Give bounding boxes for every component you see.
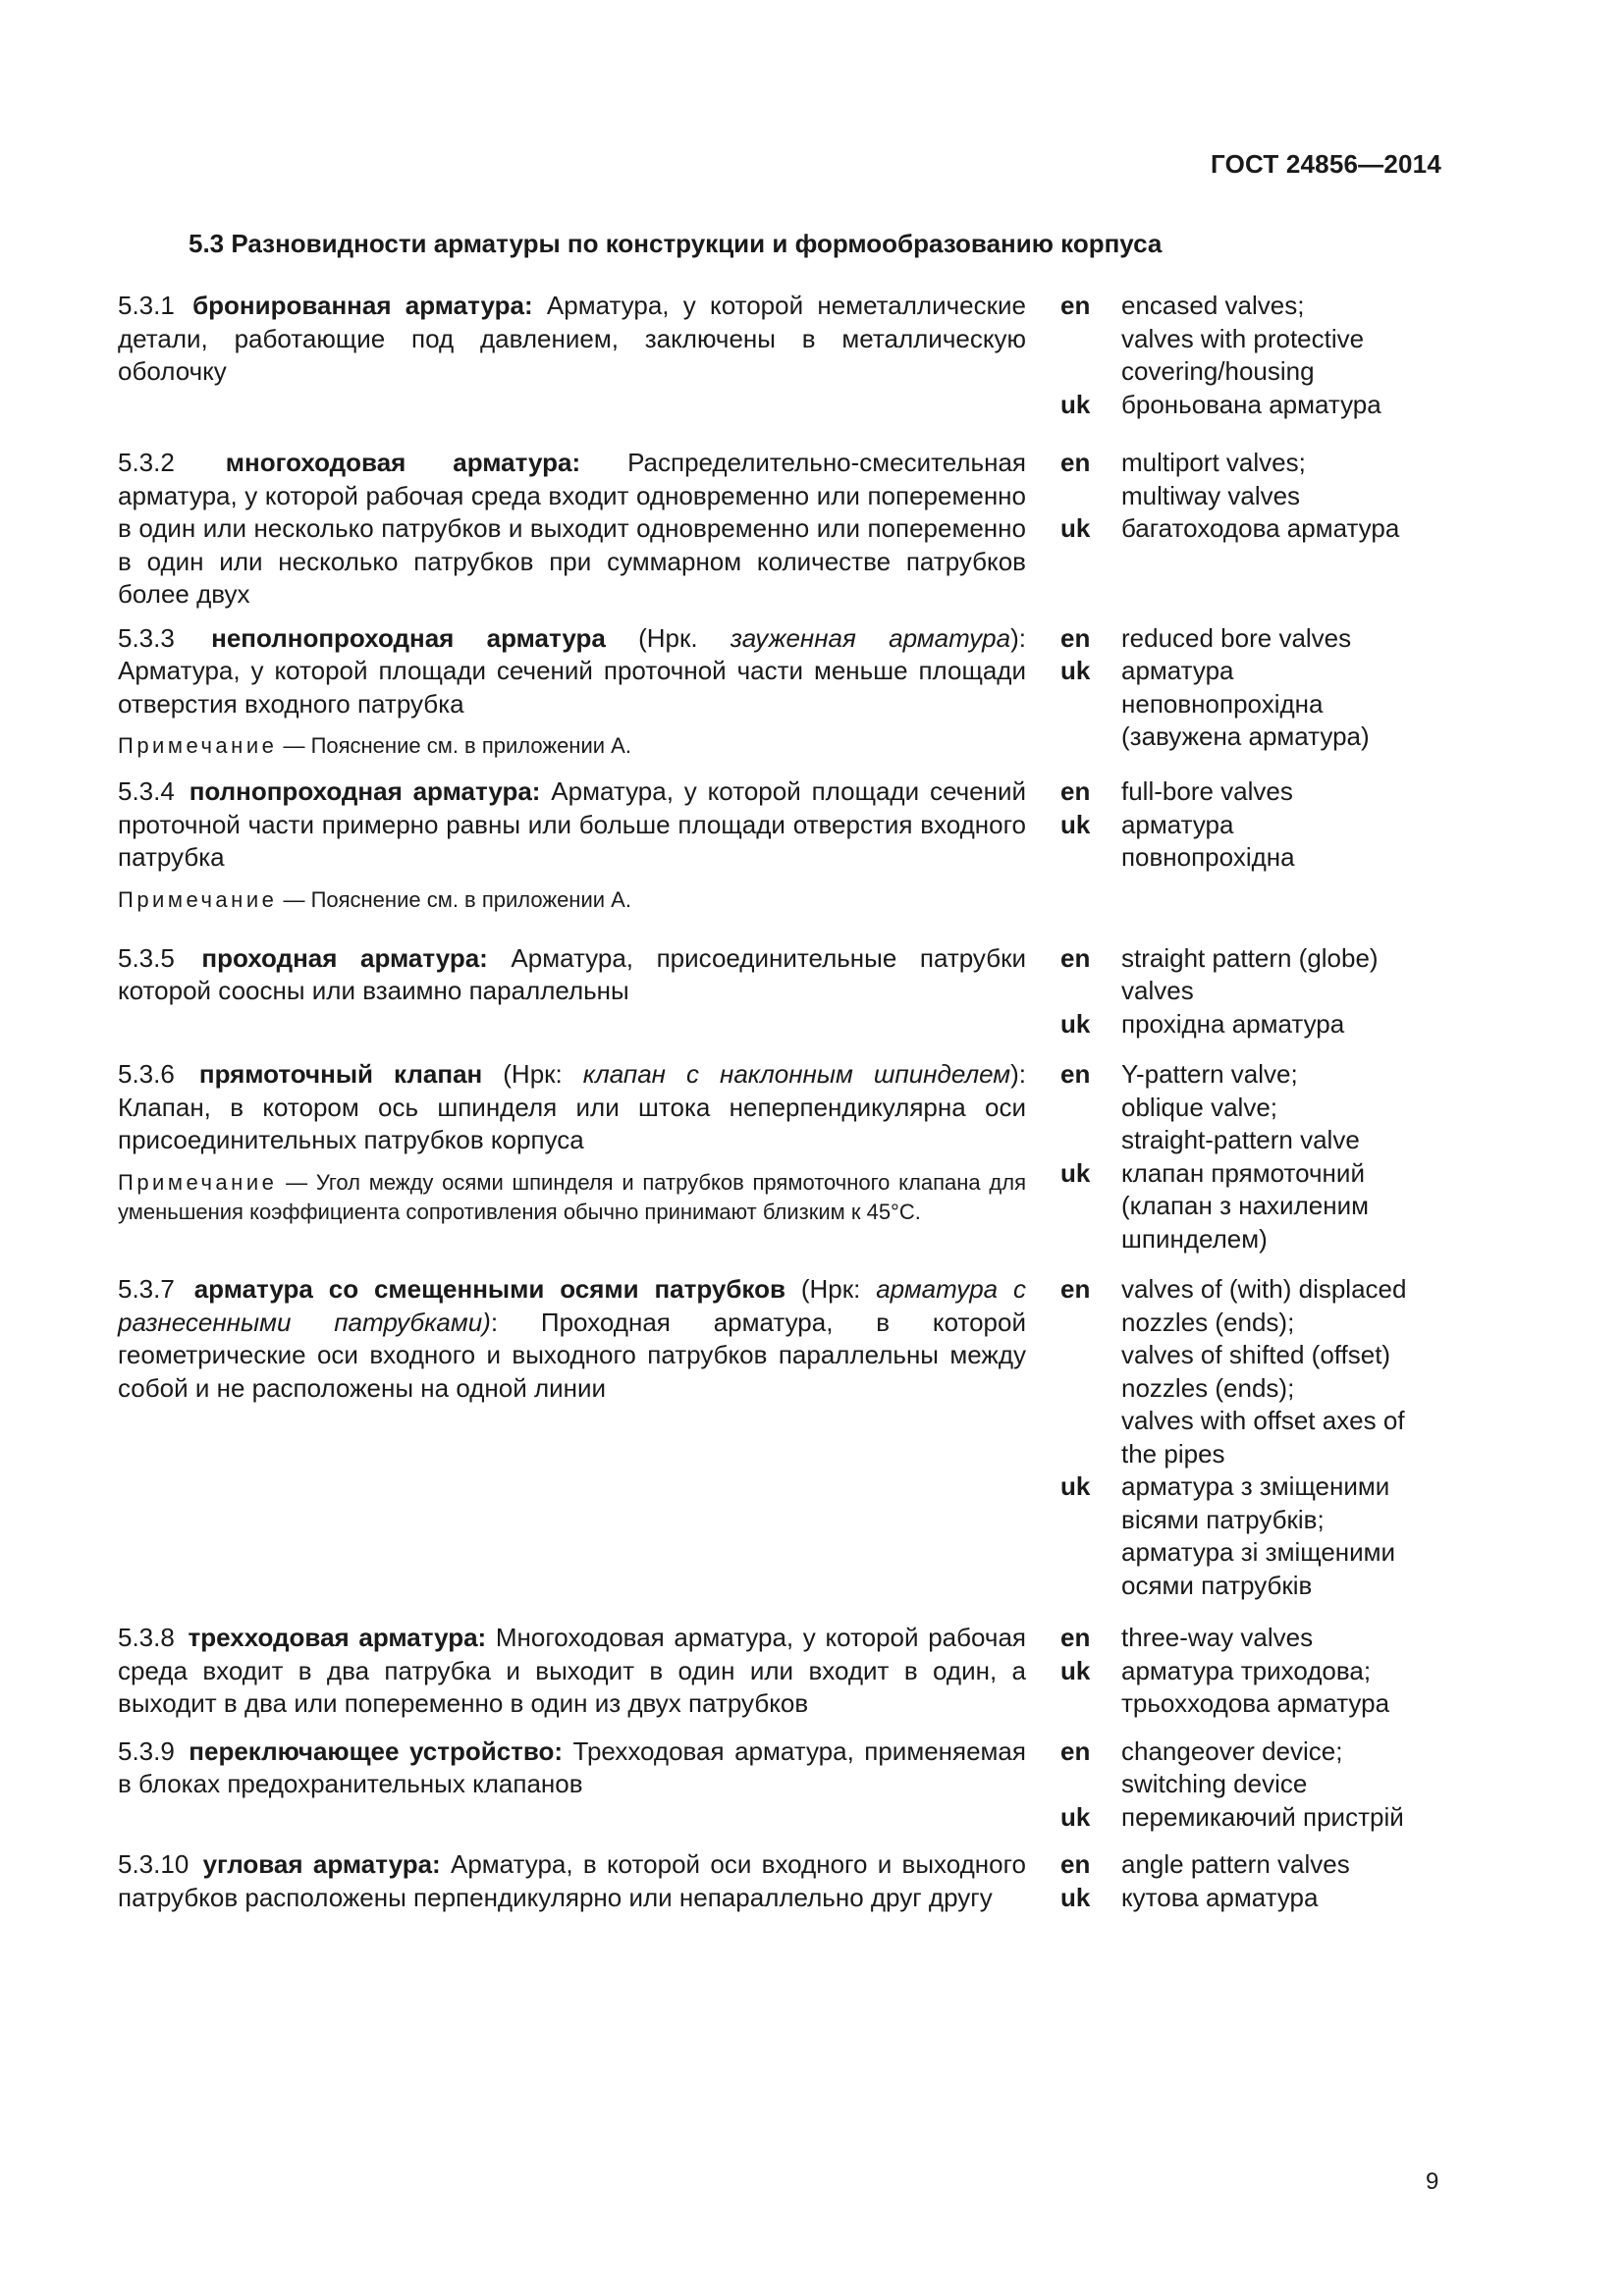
uk-equivalent-lang <box>1060 1504 1121 1537</box>
en-equivalent-text: valves of (with) displaced <box>1121 1274 1407 1304</box>
term-number: 5.3.1 <box>118 291 175 320</box>
en-equivalent-text: angle pattern valves <box>1121 1849 1350 1879</box>
en-equivalent-lang <box>1060 1372 1121 1406</box>
term-name: многоходовая арматура: <box>225 448 581 477</box>
uk-equivalent-text: трьохходова арматура <box>1121 1688 1390 1718</box>
uk-equivalent-text: кутова арматура <box>1121 1882 1319 1912</box>
en-equivalent <box>1060 1768 1414 1801</box>
uk-equivalent-text: неповнопрохідна <box>1121 688 1324 719</box>
uk-equivalent-text: осями патрубків <box>1121 1570 1313 1600</box>
term-entry <box>118 290 1434 421</box>
term-paragraph <box>118 942 1026 1008</box>
en-equivalent <box>1060 447 1414 480</box>
definition-text: : Проходная арматура, в которой геометрические оси входного и выходного патрубков параллельны между собой и не расположены на одной линии <box>118 1307 1026 1403</box>
term-definition <box>118 942 1026 1041</box>
en-equivalent-text: encased valves; <box>1121 291 1305 320</box>
uk-equivalent-text <box>1121 1223 1268 1256</box>
en-equivalent-lang: en <box>1060 1735 1091 1766</box>
en-equivalent-text: valves of shifted (offset) <box>1121 1340 1391 1369</box>
uk-equivalent-lang: uk <box>1060 1882 1091 1912</box>
en-equivalent-text: full-bore valves <box>1121 776 1293 806</box>
term-equivalents <box>1060 1735 1414 1835</box>
uk-equivalent-lang: uk <box>1060 1471 1091 1501</box>
en-equivalent-text: reduced bore valves <box>1121 622 1352 653</box>
uk-equivalent <box>1060 1008 1414 1041</box>
en-equivalent <box>1060 1058 1414 1092</box>
uk-deprecated: шпинделем <box>1121 1223 1260 1254</box>
term-entry <box>118 1622 1434 1721</box>
term-paragraph <box>118 775 1026 875</box>
note-text: — Пояснение см. в приложении А. <box>277 886 631 912</box>
uk-equivalent-lang <box>1060 1570 1121 1603</box>
nrk-prefix: (Нрк: <box>482 1059 583 1089</box>
en-equivalent-text: covering/housing <box>1121 356 1315 386</box>
page-number: 9 <box>1426 2168 1439 2195</box>
section-title: 5.3 Разновидности арматуры по конструкции и формообразованию корпуса <box>189 229 1163 258</box>
en-equivalent <box>1060 775 1414 809</box>
term-note <box>118 1168 1026 1227</box>
uk-equivalent <box>1060 1190 1414 1223</box>
term-equivalents <box>1060 1058 1414 1255</box>
en-equivalent-text: multiway valves <box>1121 480 1301 510</box>
en-equivalent-lang: en <box>1060 1274 1091 1304</box>
en-equivalent-lang <box>1060 1438 1121 1471</box>
uk-equivalent <box>1060 512 1414 546</box>
term-name: арматура со смещенными осями патрубков <box>193 1274 785 1304</box>
en-equivalent-lang <box>1060 355 1121 389</box>
uk-equivalent-text: арматура <box>1121 656 1234 685</box>
term-paragraph <box>118 447 1026 612</box>
en-equivalent-text: Y-pattern valve; <box>1121 1059 1298 1089</box>
en-equivalent <box>1060 1438 1414 1471</box>
uk-equivalent-lang: uk <box>1060 1801 1091 1832</box>
en-equivalent-lang: en <box>1060 622 1091 653</box>
term-definition <box>118 622 1026 762</box>
term-entry <box>118 1735 1434 1835</box>
term-note <box>118 885 1026 915</box>
en-equivalent <box>1060 355 1414 389</box>
en-equivalent <box>1060 1124 1414 1157</box>
en-equivalent-text: straight-pattern valve <box>1121 1125 1360 1154</box>
uk-deprecated: завужена арматура <box>1129 721 1361 751</box>
en-equivalent <box>1060 1339 1414 1372</box>
uk-equivalent <box>1060 1504 1414 1537</box>
uk-equivalent-text <box>1121 721 1370 754</box>
en-equivalent-text: multiport valves; <box>1121 448 1306 477</box>
en-equivalent <box>1060 1372 1414 1406</box>
term-name: неполнопроходная арматура <box>211 622 606 653</box>
uk-equivalent-lang <box>1060 1190 1121 1223</box>
uk-equivalent-text: броньована арматура <box>1121 389 1381 419</box>
uk-equivalent-lang: uk <box>1060 656 1091 685</box>
en-equivalent <box>1060 1273 1414 1307</box>
en-equivalent <box>1060 323 1414 356</box>
document-id: ГОСТ 24856—2014 <box>1211 149 1441 179</box>
uk-equivalent <box>1060 688 1414 721</box>
term-number: 5.3.7 <box>118 1274 175 1304</box>
term-definition <box>118 447 1026 612</box>
en-equivalent <box>1060 1622 1414 1655</box>
en-equivalent-text: nozzles (ends); <box>1121 1372 1295 1403</box>
uk-equivalent-lang: uk <box>1060 1008 1091 1039</box>
uk-equivalent-text: багатоходова арматура <box>1121 513 1400 543</box>
term-name: трехходовая арматура: <box>188 1623 487 1652</box>
en-equivalent-text: switching device <box>1121 1769 1308 1798</box>
term-number: 5.3.8 <box>118 1623 175 1652</box>
term-paragraph <box>118 1273 1026 1405</box>
paren: ( <box>1121 721 1130 751</box>
uk-equivalent <box>1060 1687 1414 1721</box>
uk-equivalent <box>1060 1157 1414 1191</box>
uk-equivalent-text: арматура з зміщеними <box>1121 1471 1390 1501</box>
term-entry <box>118 622 1434 762</box>
uk-equivalent-lang: uk <box>1060 1655 1091 1685</box>
en-equivalent-text: three-way valves <box>1121 1623 1314 1652</box>
term-equivalents <box>1060 1848 1414 1914</box>
en-equivalent-text: valves with protective <box>1121 323 1365 353</box>
en-equivalent-text: straight pattern (globe) <box>1121 942 1379 973</box>
definition-text: Трехходовая арматура, применяемая в блоках предохранительных клапанов <box>118 1735 1026 1798</box>
uk-equivalent-lang <box>1060 1223 1121 1256</box>
en-equivalent-text: valves with offset axes of <box>1121 1406 1405 1435</box>
term-number: 5.3.6 <box>118 1059 175 1089</box>
term-equivalents <box>1060 290 1414 421</box>
en-equivalent-lang <box>1060 1092 1121 1125</box>
uk-deprecated: клапан з нахиленим <box>1129 1191 1369 1220</box>
term-entry <box>118 447 1434 612</box>
uk-equivalent <box>1060 1536 1414 1570</box>
en-equivalent-text: changeover device; <box>1121 1735 1343 1766</box>
term-name: угловая арматура: <box>202 1849 441 1879</box>
uk-equivalent-lang: uk <box>1060 809 1091 839</box>
en-equivalent-lang <box>1060 1307 1121 1340</box>
definition-text: Многоходовая арматура, у которой рабочая среда входит в два патрубка и выходит в один или входит в один, а выходит в два или попеременно в один из двух патрубков <box>118 1623 1026 1718</box>
term-equivalents <box>1060 622 1414 762</box>
term-definition <box>118 1058 1026 1255</box>
definition-text: Арматура, у которой неметаллические детали, работающие под давлением, заключены в металлическую оболочку <box>118 291 1026 386</box>
en-equivalent <box>1060 480 1414 513</box>
uk-equivalent <box>1060 1801 1414 1835</box>
uk-equivalent-lang <box>1060 1536 1121 1570</box>
term-name: проходная арматура: <box>201 942 488 973</box>
term-definition <box>118 775 1026 915</box>
paren: ) <box>1259 1223 1268 1254</box>
definition-text: ): Арматура, у которой площади сечений проточной части меньше площади отверстия входного патрубка <box>118 622 1026 719</box>
definition-text: Распределительно-смесительная арматура, у которой рабочая среда входит одновременно или попеременно в один или несколько патрубков и выходит одновременно или попеременно в один или несколько патрубков при суммарном количестве патрубков более двух <box>118 448 1026 609</box>
paren: ) <box>1361 721 1370 751</box>
en-equivalent-lang: en <box>1060 1623 1091 1652</box>
uk-equivalent <box>1060 721 1414 754</box>
term-number: 5.3.4 <box>118 776 175 806</box>
term-definition <box>118 1848 1026 1914</box>
term-entry <box>118 942 1434 1041</box>
deprecated-term: зауженная арматура <box>730 622 1011 653</box>
uk-equivalent-lang <box>1060 721 1121 754</box>
en-equivalent-lang <box>1060 975 1121 1008</box>
term-equivalents <box>1060 1622 1414 1721</box>
uk-equivalent-lang <box>1060 688 1121 721</box>
uk-equivalent-text: клапан прямоточний <box>1121 1157 1365 1188</box>
definition-text: Арматура, присоединительные патрубки которой соосны или взаимно параллельны <box>118 942 1026 1005</box>
uk-equivalent-lang: uk <box>1060 389 1091 419</box>
definition-text: ): Клапан, в котором ось шпинделя или штока неперпендикулярна оси присоединительных патрубков корпуса <box>118 1059 1026 1154</box>
terms-list <box>118 290 1434 1914</box>
en-equivalent-text: nozzles (ends); <box>1121 1307 1295 1337</box>
uk-equivalent-text: арматура триходова; <box>1121 1655 1372 1685</box>
en-equivalent-lang: en <box>1060 1059 1091 1089</box>
term-number: 5.3.5 <box>118 942 175 973</box>
en-equivalent <box>1060 942 1414 976</box>
term-entry <box>118 775 1434 915</box>
en-equivalent-lang <box>1060 480 1121 513</box>
uk-equivalent <box>1060 655 1414 688</box>
term-name: переключающее устройство: <box>189 1735 564 1766</box>
en-equivalent-lang: en <box>1060 291 1091 320</box>
nrk-prefix: (Нрк. <box>605 622 731 653</box>
term-paragraph <box>118 1735 1026 1801</box>
deprecated-term: арматура с разнесенными патрубками) <box>118 1274 1026 1337</box>
nrk-prefix: (Нрк: <box>785 1274 877 1304</box>
en-equivalent-text: valves <box>1121 976 1194 1005</box>
en-equivalent <box>1060 1405 1414 1438</box>
en-equivalent-text: oblique valve; <box>1121 1092 1277 1122</box>
uk-equivalent <box>1060 1882 1414 1915</box>
term-equivalents <box>1060 942 1414 1041</box>
en-equivalent-lang: en <box>1060 448 1091 477</box>
term-name: полнопроходная арматура: <box>189 776 541 806</box>
en-equivalent <box>1060 1092 1414 1125</box>
term-note <box>118 731 1026 761</box>
en-equivalent-lang <box>1060 323 1121 356</box>
term-name: прямоточный клапан <box>198 1059 483 1089</box>
uk-equivalent <box>1060 1655 1414 1688</box>
term-number: 5.3.3 <box>118 622 175 653</box>
uk-equivalent-lang: uk <box>1060 513 1091 543</box>
term-definition <box>118 290 1026 421</box>
term-equivalents <box>1060 447 1414 612</box>
note-text: — Угол между осями шпинделя и патрубков прямоточного клапана для уменьшения коэффициента сопротивления обычно принимают близким к 45°С. <box>118 1169 1026 1224</box>
term-number: 5.3.10 <box>118 1849 189 1879</box>
uk-equivalent-text: прохідна арматура <box>1121 1008 1345 1039</box>
en-equivalent <box>1060 1735 1414 1769</box>
term-definition <box>118 1735 1026 1835</box>
term-paragraph <box>118 290 1026 389</box>
en-equivalent-lang: en <box>1060 942 1091 973</box>
uk-equivalent-lang <box>1060 1687 1121 1721</box>
note-label: Примечание <box>118 886 278 912</box>
note-text: — Пояснение см. в приложении А. <box>277 733 631 758</box>
note-label: Примечание <box>118 733 278 758</box>
uk-equivalent-lang: uk <box>1060 1157 1091 1188</box>
en-equivalent <box>1060 975 1414 1008</box>
uk-equivalent-text: арматура повнопрохідна <box>1120 809 1295 872</box>
term-entry <box>118 1058 1434 1255</box>
definition-text: Арматура, в которой оси входного и выходного патрубков расположены перпендикулярно или непараллельно друг другу <box>118 1849 1026 1912</box>
en-equivalent-text: the pipes <box>1121 1438 1225 1468</box>
uk-equivalent <box>1060 1470 1414 1504</box>
uk-equivalent <box>1060 1570 1414 1603</box>
en-equivalent-lang: en <box>1060 1849 1091 1879</box>
uk-equivalent-text <box>1121 1190 1369 1223</box>
en-equivalent-lang: en <box>1060 776 1091 806</box>
term-number: 5.3.9 <box>118 1735 175 1766</box>
deprecated-term: клапан с наклонным шпинделем <box>582 1059 1011 1089</box>
term-definition <box>118 1622 1026 1721</box>
uk-equivalent-text: перемикаючий пристрій <box>1121 1801 1404 1832</box>
term-equivalents <box>1060 1273 1414 1602</box>
term-name: бронированная арматура: <box>192 291 533 320</box>
en-equivalent <box>1060 1848 1414 1882</box>
paren: ( <box>1121 1191 1130 1220</box>
term-number: 5.3.2 <box>118 448 175 477</box>
en-equivalent-lang <box>1060 1124 1121 1157</box>
note-label: Примечание <box>118 1169 278 1195</box>
en-equivalent <box>1060 622 1414 656</box>
uk-equivalent-text: арматура зі зміщеними <box>1121 1537 1396 1567</box>
en-equivalent <box>1060 290 1414 323</box>
en-equivalent <box>1060 1307 1414 1340</box>
uk-equivalent <box>1060 1223 1414 1256</box>
term-paragraph <box>118 1058 1026 1157</box>
term-paragraph <box>118 1848 1026 1914</box>
term-paragraph <box>118 1622 1026 1721</box>
en-equivalent-lang <box>1060 1405 1121 1438</box>
term-definition <box>118 1273 1026 1602</box>
en-equivalent-lang <box>1060 1768 1121 1801</box>
term-paragraph <box>118 622 1026 721</box>
uk-equivalent <box>1060 809 1414 875</box>
uk-equivalent <box>1060 389 1414 422</box>
term-entry <box>118 1273 1434 1602</box>
term-entry <box>118 1848 1434 1914</box>
definition-text: Арматура, у которой площади сечений проточной части примерно равны или больше площади отверстия входного патрубка <box>118 776 1026 872</box>
uk-equivalent-text: вісями патрубків; <box>1121 1504 1325 1534</box>
term-equivalents <box>1060 775 1414 915</box>
en-equivalent-lang <box>1060 1339 1121 1372</box>
